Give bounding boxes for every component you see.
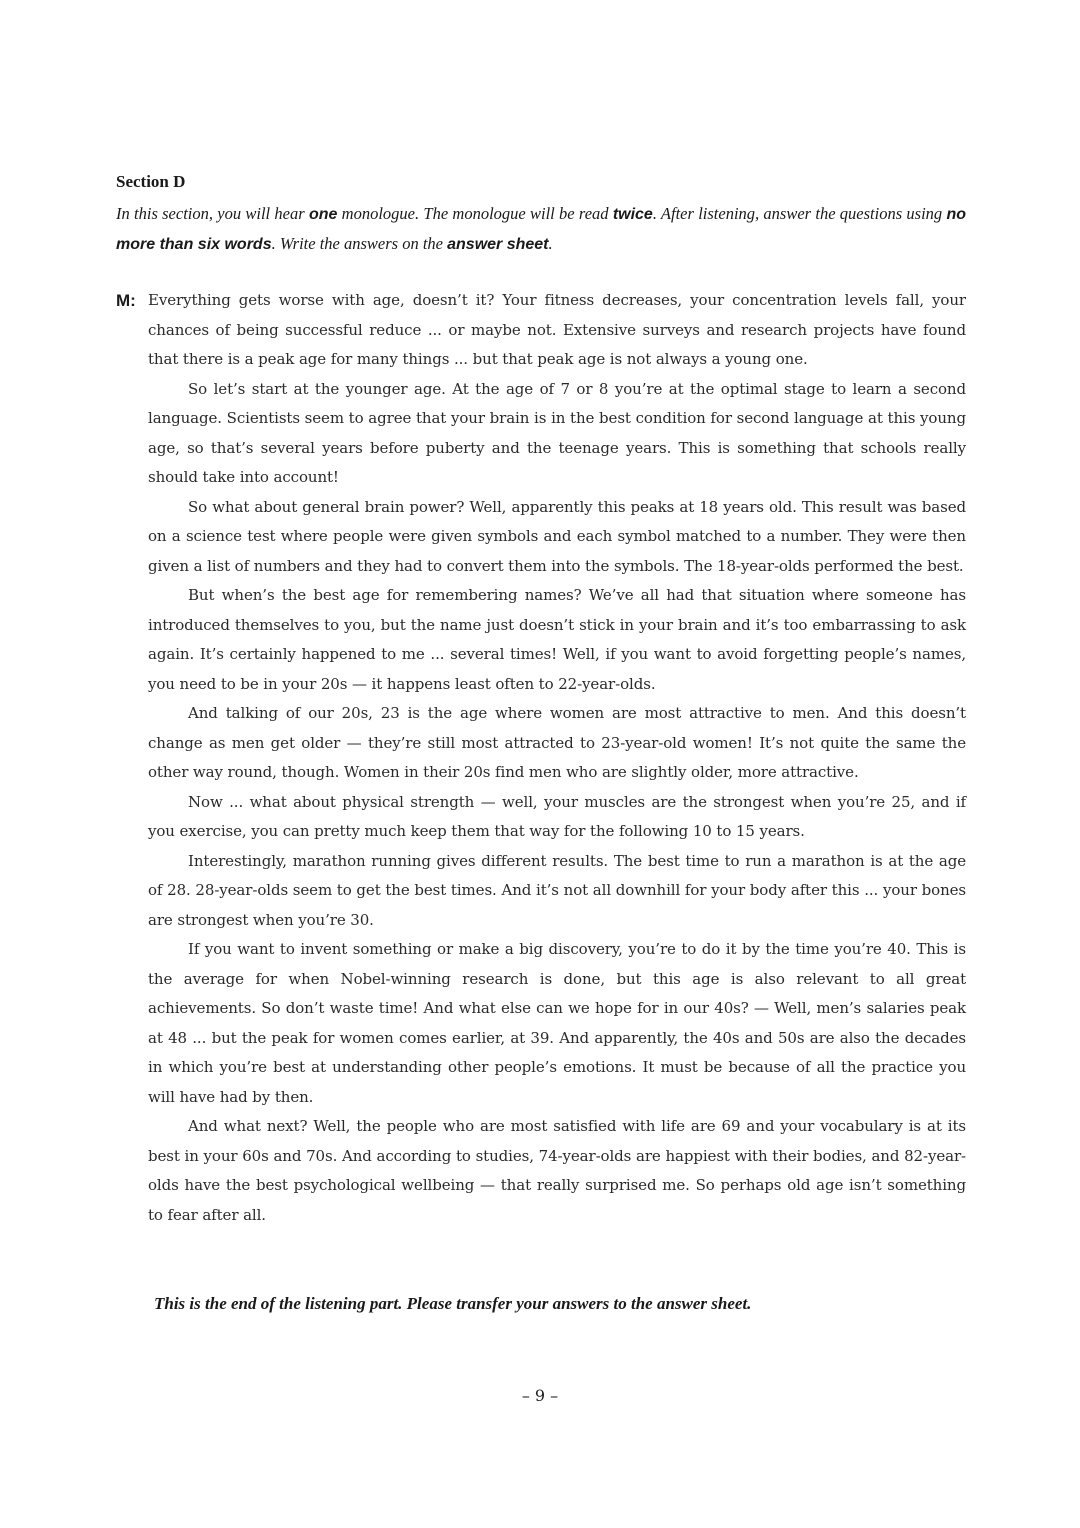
paragraph: Now ... what about physical strength — well, your muscles are the strongest when you’re 25, and if you exercise, you can pretty much keep them that way for the following 10 to 15 years. <box>148 792 966 840</box>
emphasis-word-limit: no more than six words <box>116 206 966 253</box>
paragraph: So let’s start at the younger age. At the age of 7 or 8 you’re at the optimal stage to learn a second language. Scientists seem to agree that your brain is in the best condition for second language at this young age, so that’s several years before puberty and the teenage years. This is something that schools really should take into account! <box>148 379 966 486</box>
paragraph: But when’s the best age for remembering names? We’ve all had that situation where someone has introduced themselves to you, but the name just doesn’t stick in your brain and it’s too embarrassing to ask again. It’s certainly happened to me ... several times! Well, if you want to avoid forgetting people’s names, you need to be in your 20s — it happens least often to 22-year-olds. <box>148 586 966 693</box>
emphasis-one: one <box>308 206 338 223</box>
paragraph: So what about general brain power? Well, apparently this peaks at 18 years old. This result was based on a science test where people were given symbols and each symbol matched to a number. They were then given a list of numbers and they had to convert them into the symbols. The 18-year-olds performed the best. <box>148 497 966 575</box>
paragraph: And talking of our 20s, 23 is the age where women are most attractive to men. And this doesn’t change as men get older — they’re still most attracted to 23-year-old women! It’s not quite the same the other way round, though. Women in their 20s find men who are slightly older, more attractive. <box>148 704 966 781</box>
section-instructions: In this section, you will hear one monologue. The monologue will be read twice. After listening, answer the questions using no more than six words. Write the answers on the answer sheet. <box>116 204 966 253</box>
paragraph: Everything gets worse with age, doesn’t it? Your fitness decreases, your concentration levels fall, your chances of being successful reduce ... or maybe not. Extensive surveys and research projects have found that there is a peak age for many things ... but that peak age is not always a young one. <box>148 291 966 368</box>
paragraph: And what next? Well, the people who are most satisfied with life are 69 and your vocabulary is at its best in your 60s and 70s. And according to studies, 74-year-olds are happiest with their bodies, and 82-year-olds have the best psychological wellbeing — that really surprised me. So perhaps old age isn’t something to fear after all. <box>148 1117 966 1224</box>
paragraph: Interestingly, marathon running gives different results. The best time to run a marathon is at the age of 28. 28-year-olds seem to get the best times. And it’s not all downhill for your body after this ... your bones are strongest when you’re 30. <box>148 851 966 929</box>
section-heading: Section D <box>116 172 186 191</box>
speaker-label: M: <box>116 291 136 310</box>
emphasis-twice: twice <box>612 206 653 223</box>
page-number: – 9 – <box>521 1386 559 1405</box>
monologue-paragraphs <box>148 286 966 1230</box>
paragraph: If you want to invent something or make a big discovery, you’re to do it by the time you’re 40. This is the average for when Nobel-winning research is done, but this age is also relevant to all great achievements. So don’t waste time! And what else can we hope for in our 40s? — Well, men’s salaries peak at 48 ... but the peak for women comes earlier, at 39. And apparently, the 40s and 50s are also the decades in which you’re best at understanding other people’s emotions. It must be because of all the practice you will have had by then. <box>148 940 966 1106</box>
emphasis-answer-sheet: answer sheet <box>447 236 549 253</box>
closing-note: This is the end of the listening part. Please transfer your answers to the answer sheet. <box>154 1294 752 1313</box>
